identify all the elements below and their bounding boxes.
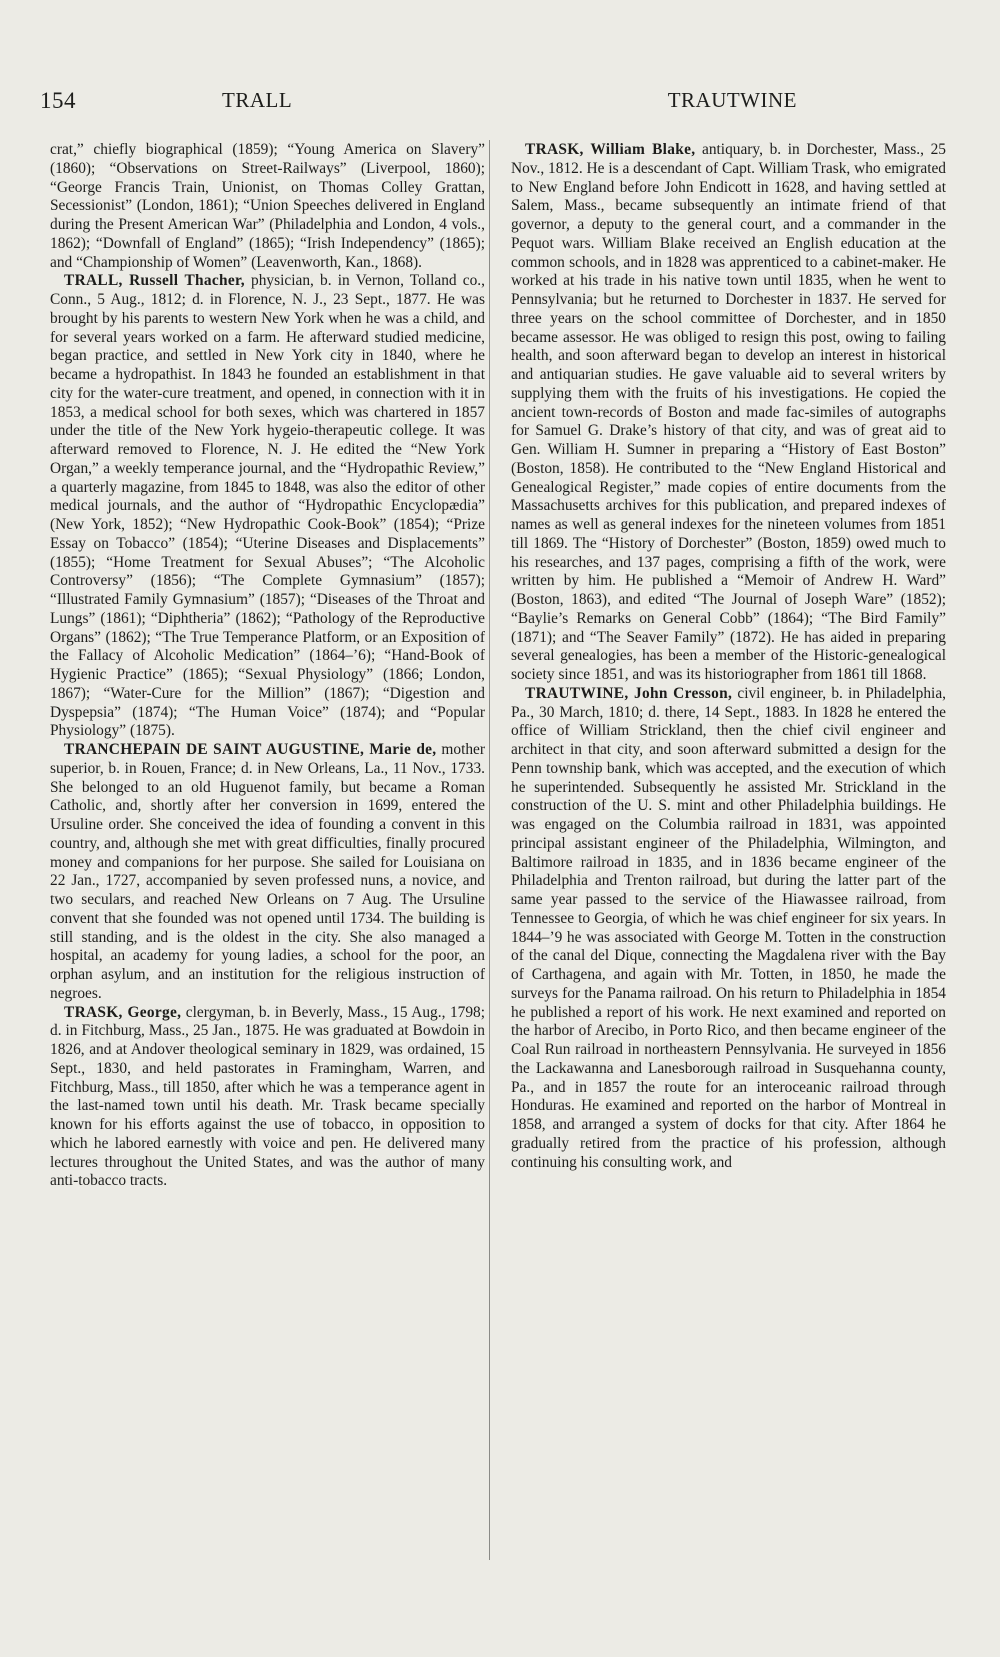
entry-text: clergyman, b. in Beverly, Mass., 15 Aug., 1798; d. in Fitchburg, Mass., 25 Jan., 1875. He was graduated at Bowdoin in 1826, and at Andover theological seminary in 1829, was ordained, 15 Sept., 1830, and held pastorates in Framingham, Warren, and Fitchburg, Mass., till 1850, after which he was a temperance agent in the last-named town until his death. Mr. Trask became specially known for his efforts against the use of tobacco, in opposition to which he labored earnestly with voice and pen. He delivered many lectures throughout the United States, and was the author of many anti-tobacco tracts.	[50, 1003, 486, 1190]
entry-headword: TRALL, Russell Thacher,	[64, 272, 245, 290]
entry-trautwine	[511, 685, 946, 1173]
running-header	[40, 88, 797, 116]
right-column	[511, 141, 946, 1172]
entry-trall	[50, 272, 485, 741]
entry-headword: TRASK, George,	[64, 1003, 182, 1021]
continued-entry-text: crat,” chiefly biographical (1859); “Young America on Slavery” (1860); “Observations on Street-Railways” (Liverpool, 1860); “George Francis Train, Unionist, on Thomas Colley Grattan, Secessionist” (London, 1861); “Union Speeches delivered in England during the Present American War” (Philadelphia and London, 4 vols., 1862); “Downfall of England” (1865); “Irish Independency” (1865); and “Championship of Women” (Leavenworth, Kan., 1868).	[50, 141, 485, 271]
left-column	[50, 141, 485, 1191]
left-running-head: TRALL	[222, 88, 293, 112]
column-divider	[489, 140, 490, 1560]
entry-text: civil engineer, b. in Philadelphia, Pa., 30 March, 1810; d. there, 14 Sept., 1883. In 1828 he entered the office of William Strickland, then the chief civil engineer and architect in that city, and soon afterward submitted a design for the Penn township bank, which was accepted, and the execution of which he superintended. Subsequently he assisted Mr. Strickland in the construction of the U. S. mint and other Philadelphia buildings. He was engaged on the Columbia railroad in 1831, was appointed principal assistant engineer of the Philadelphia, Wilmington, and Baltimore railroad in 1835, and in 1836 became engineer of the Philadelphia and Trenton railroad, but during the latter part of the same year passed to the service of the Hiawassee railroad, from Tennessee to Georgia, of which he was chief engineer for six years. In 1844–’9 he was associated with George M. Totten in the construction of the canal del Dique, connecting the Magdalena river with the Bay of Carthagena, and again with Mr. Totten, in 1850, he made the surveys for the Panama railroad. On his return to Philadelphia in 1854 he published a report of his work. He next examined and reported on the harbor of Arecibo, in Porto Rico, and then became engineer of the Coal Run railroad in northeastern Pennsylvania. He surveyed in 1856 the Lackawanna and Lanesborough railroad in Susquehanna county, Pa., and in 1857 the route for an interoceanic railroad through Honduras. He examined and reported on the harbor of Montreal in 1858, and arranged a system of docks for that city. After 1864 he gradually retired from the practice of his profession, although continuing his consulting work, and	[511, 684, 947, 1171]
entry-headword: TRAUTWINE, John Cresson,	[525, 684, 733, 702]
entry-headword: TRASK, William Blake,	[525, 141, 696, 158]
page-number: 154	[40, 88, 76, 113]
right-running-head: TRAUTWINE	[667, 88, 797, 112]
entry-text: antiquary, b. in Dorchester, Mass., 25 Nov., 1812. He is a descendant of Capt. William Trask, who emigrated to New England before John Endicott in 1628, and having settled at Salem, Mass., became subsequently an intimate friend of that governor, a deputy to the general court, and a commander in the Pequot wars. William Blake received an English education at the common schools, and in 1828 was apprenticed to a cabinet-maker. He worked at his trade in his native town until 1835, when he went to Pennsylvania; but he returned to Dorchester in 1837. He served for three years on the school committee of Dorchester, and in 1850 became assessor. He was obliged to resign this post, owing to failing health, and soon afterward began to develop an interest in historical and antiquarian studies. He gave valuable aid to several writers by supplying them with the fruits of his investigations. He copied the ancient town-records of Boston and made fac-similes of autographs for Samuel G. Drake’s history of that city, and was of great aid to Gen. William H. Sumner in preparing a “History of East Boston” (Boston, 1858). He contributed to the “New England Historical and Genealogical Register,” made copies of entire documents from the Massachusetts archives for this publication, and prepared indexes of names as well as general indexes for the nineteen volumes from 1851 till 1869. The “History of Dorchester” (Boston, 1859) owed much to his researches, and 137 pages, comprising a fifth of the work, were written by him. He published a “Memoir of Andrew H. Ward” (Boston, 1863), and edited “The Journal of Joseph Ware” (1852); “Baylie’s Remarks on General Cobb” (1864); “The Bird Family” (1871); and “The Seaver Family” (1872). He has aided in preparing several genealogies, has been a member of the Historic-genealogical society since 1851, and was its historiographer from 1861 till 1868.	[511, 141, 946, 683]
entry-trask-george	[50, 1004, 485, 1192]
entry-text: mother superior, b. in Rouen, France; d. in New Orleans, La., 11 Nov., 1733. She belonged to an old Huguenot family, but became a Roman Catholic, and, shortly after her conversion in 1699, entered the Ursuline order. She conceived the idea of founding a convent in this country, and, although she met with great difficulties, finally procured money and companions for her purpose. She sailed for Louisiana on 22 Jan., 1727, accompanied by seven professed nuns, a novice, and two seculars, and reached New Orleans on 7 Aug. The Ursuline convent that she founded was not opened until 1734. The building is still standing, and is the oldest in the city. She also managed a hospital, an academy for young ladies, a school for the poor, an orphan asylum, and an institution for the religious instruction of negroes.	[50, 741, 485, 1002]
entry-trask-william-blake	[511, 141, 946, 685]
entry-tranchepain	[50, 741, 485, 1004]
entry-headword: TRANCHEPAIN DE SAINT AUGUSTINE, Marie de,	[64, 741, 437, 758]
entry-text: physician, b. in Vernon, Tolland co., Conn., 5 Aug., 1812; d. in Florence, N. J., 23 Sept., 1877. He was brought by his parents to western New York when he was a child, and for several years worked on a farm. He afterward studied medicine, began practice, and settled in New York city in 1840, where he became a hydropathist. In 1843 he founded an establishment in that city for the water-cure treatment, and opened, in connection with it in 1853, a medical school for both sexes, which was chartered in 1857 under the title of the New York hygeio-therapeutic college. It was afterward removed to Florence, N. J. He edited the “New York Organ,” a weekly temperance journal, and the “Hydropathic Review,” a quarterly magazine, from 1845 to 1848, was also the editor of other medical journals, and the author of “Hydropathic Encyclopædia” (New York, 1852); “New Hydropathic Cook-Book” (1854); “Prize Essay on Tobacco” (1854); “Uterine Diseases and Displacements” (1855); “Home Treatment for Sexual Abuses”; “The Alcoholic Controversy” (1856); “The Complete Gymnasium” (1857); “Illustrated Family Gymnasium” (1857); “Diseases of the Throat and Lungs” (1861); “Diphtheria” (1862); “Pathology of the Reproductive Organs” (1862); “The True Temperance Platform, or an Exposition of the Fallacy of Alcoholic Medication” (1864–’6); “Hand-Book of Hygienic Practice” (1865); “Sexual Physiology” (1866; London, 1867); “Water-Cure for the Million” (1867); “Digestion and Dyspepsia” (1874); “The Human Voice” (1874); and “Popular Physiology” (1875).	[50, 272, 485, 740]
